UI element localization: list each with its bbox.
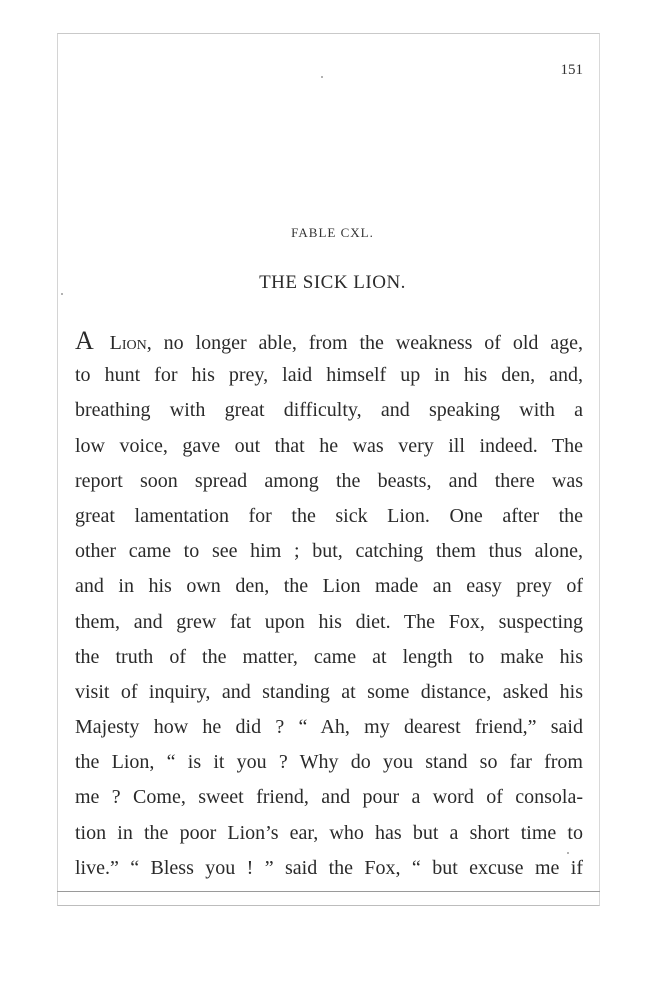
paper-speck: [321, 76, 323, 78]
text-line: breathing with great difficulty, and speaking with a: [75, 399, 583, 422]
drop-cap: A: [75, 326, 94, 355]
text-line: Majesty how he did ? “ Ah, my dearest friend,” said: [75, 716, 583, 739]
text-line: me ? Come, sweet friend, and pour a word of consola-: [75, 786, 583, 809]
fable-body: [75, 323, 583, 886]
text-line: great lamentation for the sick Lion. One after the: [75, 504, 583, 527]
text-line: live.” “ Bless you ! ” said the Fox, “ but excuse me if: [75, 856, 583, 879]
text-line: the Lion, “ is it you ? Why do you stand so far from: [75, 751, 583, 774]
text-line: and in his own den, the Lion made an easy prey of: [75, 575, 583, 598]
text-line: report soon spread among the beasts, and there was: [75, 469, 583, 492]
bottom-rule: [57, 891, 600, 892]
text-line: them, and grew fat upon his diet. The Fox, suspecting: [75, 610, 583, 633]
first-line-text: no longer able, from the weakness of old age,: [163, 332, 583, 354]
text-line: [75, 323, 583, 358]
text-line: tion in the poor Lion’s ear, who has but a short time to: [75, 821, 583, 844]
smallcaps-word: Lion,: [109, 332, 152, 354]
text-line: visit of inquiry, and standing at some distance, asked his: [75, 680, 583, 703]
text-line: to hunt for his prey, laid himself up in his den, and,: [75, 364, 583, 387]
text-line: the truth of the matter, came at length to make his: [75, 645, 583, 668]
page-number: 151: [560, 62, 583, 78]
text-line: other came to see him ; but, catching them thus alone,: [75, 540, 583, 563]
fable-number: FABLE CXL.: [291, 225, 374, 240]
fable-title: THE SICK LION.: [259, 272, 406, 293]
text-line: low voice, gave out that he was very ill indeed. The: [75, 434, 583, 457]
